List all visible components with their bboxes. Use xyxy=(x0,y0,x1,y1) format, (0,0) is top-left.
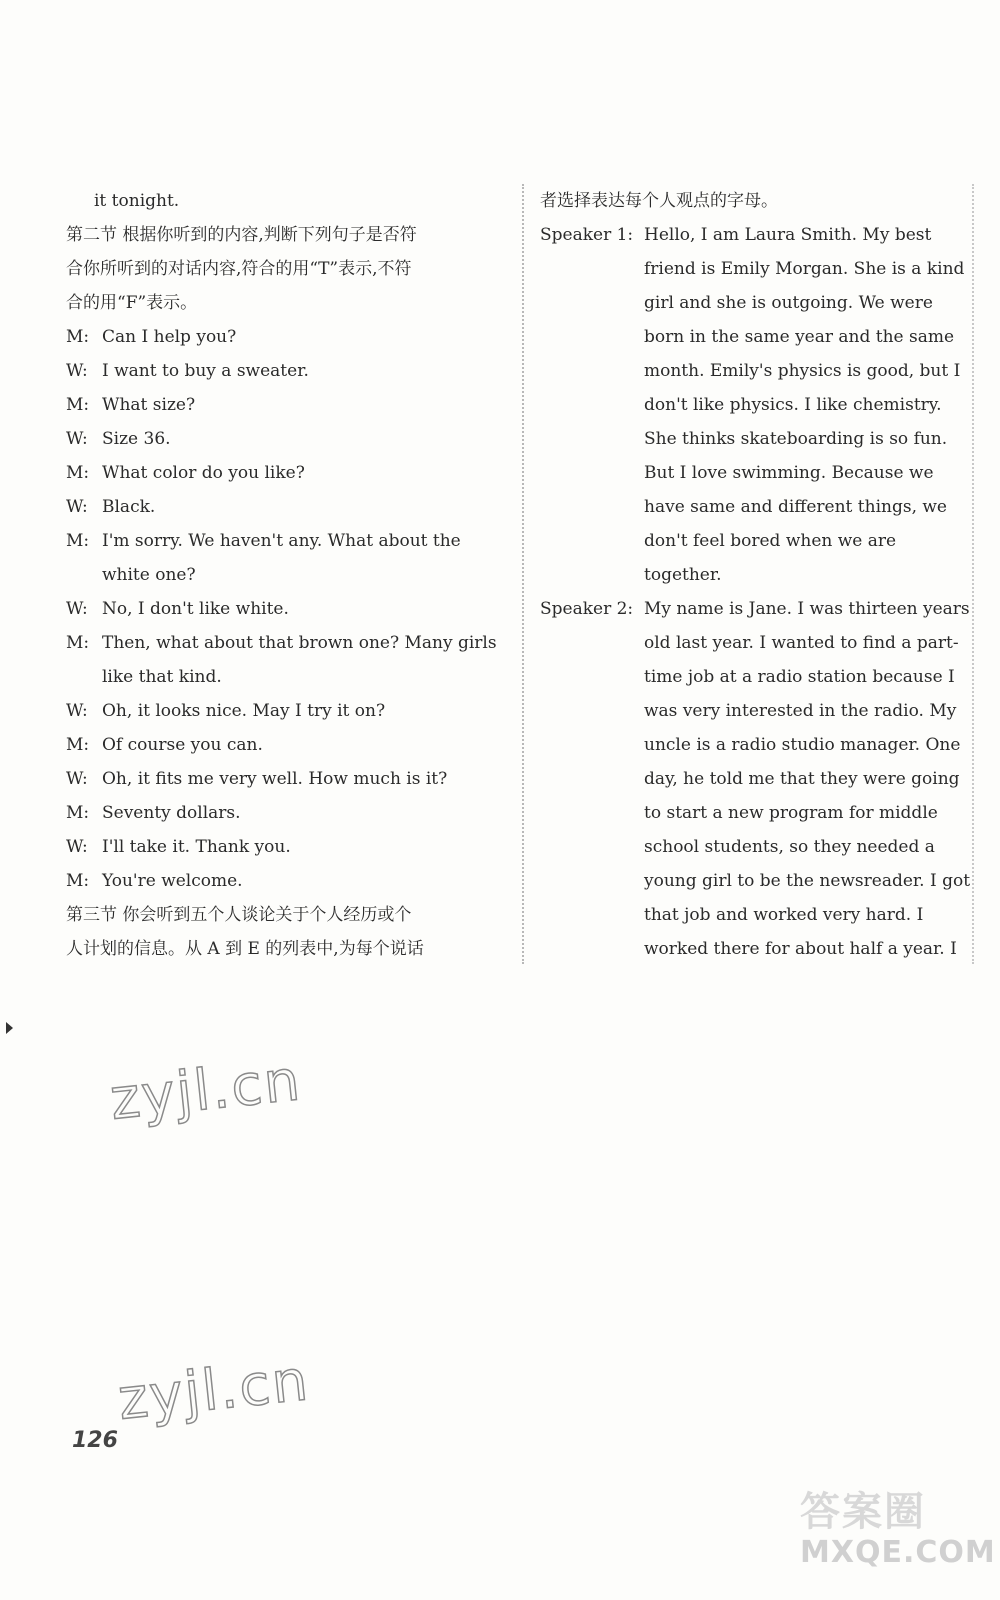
dialogue-line xyxy=(66,354,506,388)
left-column xyxy=(66,184,506,966)
dialogue-line xyxy=(66,320,506,354)
speaker2-text: was very interested in the radio. My xyxy=(644,701,957,721)
dialogue-line xyxy=(66,388,506,422)
speaker-tag: M: xyxy=(66,531,90,551)
watermark: zyjl.cn xyxy=(115,1348,313,1433)
speaker1-text: together. xyxy=(644,565,722,585)
dialogue-text: Seventy dollars. xyxy=(102,803,241,823)
dialogue-text: I want to buy a sweater. xyxy=(102,361,309,381)
section2-line: 合你所听到的对话内容,符合的用“T”表示,不符 xyxy=(66,259,412,279)
right-column xyxy=(540,184,980,966)
speaker-tag: M: xyxy=(66,735,90,755)
section3-tail: 者选择表达每个人观点的字母。 xyxy=(540,191,778,211)
speaker-tag: W: xyxy=(66,769,88,789)
page-number: 126 xyxy=(72,1428,118,1453)
dialogue-line xyxy=(66,592,506,626)
dialogue-text: Then, what about that brown one? Many girls xyxy=(102,633,497,653)
intro-tail: it tonight. xyxy=(94,191,180,211)
speaker1-text: Hello, I am Laura Smith. My best xyxy=(644,225,932,245)
speaker-tag: M: xyxy=(66,633,90,653)
dialogue-line xyxy=(66,694,506,728)
speaker2-text: young girl to be the newsreader. I got xyxy=(644,871,971,891)
speaker1-text: don't feel bored when we are xyxy=(644,531,897,551)
dialogue-line xyxy=(66,524,506,558)
margin-arrow-icon xyxy=(6,1022,13,1034)
dialogue-line xyxy=(66,796,506,830)
section2-line: 合的用“F”表示。 xyxy=(66,293,198,313)
dialogue-text: You're welcome. xyxy=(102,871,243,891)
dialogue-line xyxy=(66,422,506,456)
dialogue-text: Oh, it looks nice. May I try it on? xyxy=(102,701,386,721)
speaker2-label: Speaker 2: xyxy=(540,599,634,619)
section2-line: 第二节 根据你听到的内容,判断下列句子是否符 xyxy=(66,225,417,245)
dialogue-continuation: white one? xyxy=(102,565,196,585)
speaker-tag: M: xyxy=(66,803,90,823)
dialogue-text: I'm sorry. We haven't any. What about the xyxy=(102,531,461,551)
speaker-tag: W: xyxy=(66,497,88,517)
speaker-tag: M: xyxy=(66,463,90,483)
dialogue-text: I'll take it. Thank you. xyxy=(102,837,291,857)
corner-stamp xyxy=(800,1480,996,1590)
speaker1-text: don't like physics. I like chemistry. xyxy=(644,395,942,415)
speaker-tag: W: xyxy=(66,837,88,857)
dialogue-line xyxy=(66,762,506,796)
dialogue-text: Black. xyxy=(102,497,156,517)
dialogue-text: Oh, it fits me very well. How much is it? xyxy=(102,769,448,789)
speaker1-text: She thinks skateboarding is so fun. xyxy=(644,429,948,449)
dialogue-text: No, I don't like white. xyxy=(102,599,289,619)
speaker2-text: that job and worked very hard. I xyxy=(644,905,924,925)
speaker1-text: friend is Emily Morgan. She is a kind xyxy=(644,259,965,279)
speaker1-text: month. Emily's physics is good, but I xyxy=(644,361,961,381)
dialogue-line xyxy=(66,864,506,898)
dialogue-line xyxy=(66,830,506,864)
stamp-bottom-text: MXQE.COM xyxy=(800,1535,996,1570)
speaker2-text: school students, so they needed a xyxy=(644,837,935,857)
speaker1-text: But I love swimming. Because we xyxy=(644,463,934,483)
speaker-tag: M: xyxy=(66,871,90,891)
speaker2-text: time job at a radio station because I xyxy=(644,667,955,687)
speaker1-text: have same and different things, we xyxy=(644,497,947,517)
dialogue-text: Of course you can. xyxy=(102,735,263,755)
speaker-tag: W: xyxy=(66,429,88,449)
speaker2-text: My name is Jane. I was thirteen years xyxy=(644,599,970,619)
dialogue-line xyxy=(66,626,506,660)
watermark: zyjl.cn xyxy=(107,1048,305,1133)
dialogue-text: What size? xyxy=(102,395,196,415)
section3-line: 人计划的信息。从 A 到 E 的列表中,为每个说话 xyxy=(66,939,424,959)
section3-line: 第三节 你会听到五个人谈论关于个人经历或个 xyxy=(66,905,412,925)
speaker-tag: W: xyxy=(66,361,88,381)
speaker1-label: Speaker 1: xyxy=(540,225,634,245)
speaker2-first-line xyxy=(540,592,980,626)
dialogue-line xyxy=(66,490,506,524)
speaker-tag: M: xyxy=(66,395,90,415)
speaker1-first-line xyxy=(540,218,980,252)
speaker1-text: girl and she is outgoing. We were xyxy=(644,293,933,313)
speaker2-text: old last year. I wanted to find a part- xyxy=(644,633,959,653)
dialogue-text: Size 36. xyxy=(102,429,171,449)
dialogue-continuation: like that kind. xyxy=(102,667,222,687)
speaker-tag: W: xyxy=(66,599,88,619)
speaker2-text: day, he told me that they were going xyxy=(644,769,960,789)
column-divider xyxy=(522,184,524,964)
dialogue-text: What color do you like? xyxy=(102,463,305,483)
speaker2-text: uncle is a radio studio manager. One xyxy=(644,735,961,755)
dialogue-text: Can I help you? xyxy=(102,327,237,347)
speaker-tag: W: xyxy=(66,701,88,721)
speaker2-text: to start a new program for middle xyxy=(644,803,938,823)
dialogue-line xyxy=(66,728,506,762)
stamp-top-text: 答案圈 xyxy=(800,1489,926,1535)
speaker1-text: born in the same year and the same xyxy=(644,327,955,347)
speaker2-text: worked there for about half a year. I xyxy=(644,939,957,959)
dialogue-line xyxy=(66,456,506,490)
speaker-tag: M: xyxy=(66,327,90,347)
